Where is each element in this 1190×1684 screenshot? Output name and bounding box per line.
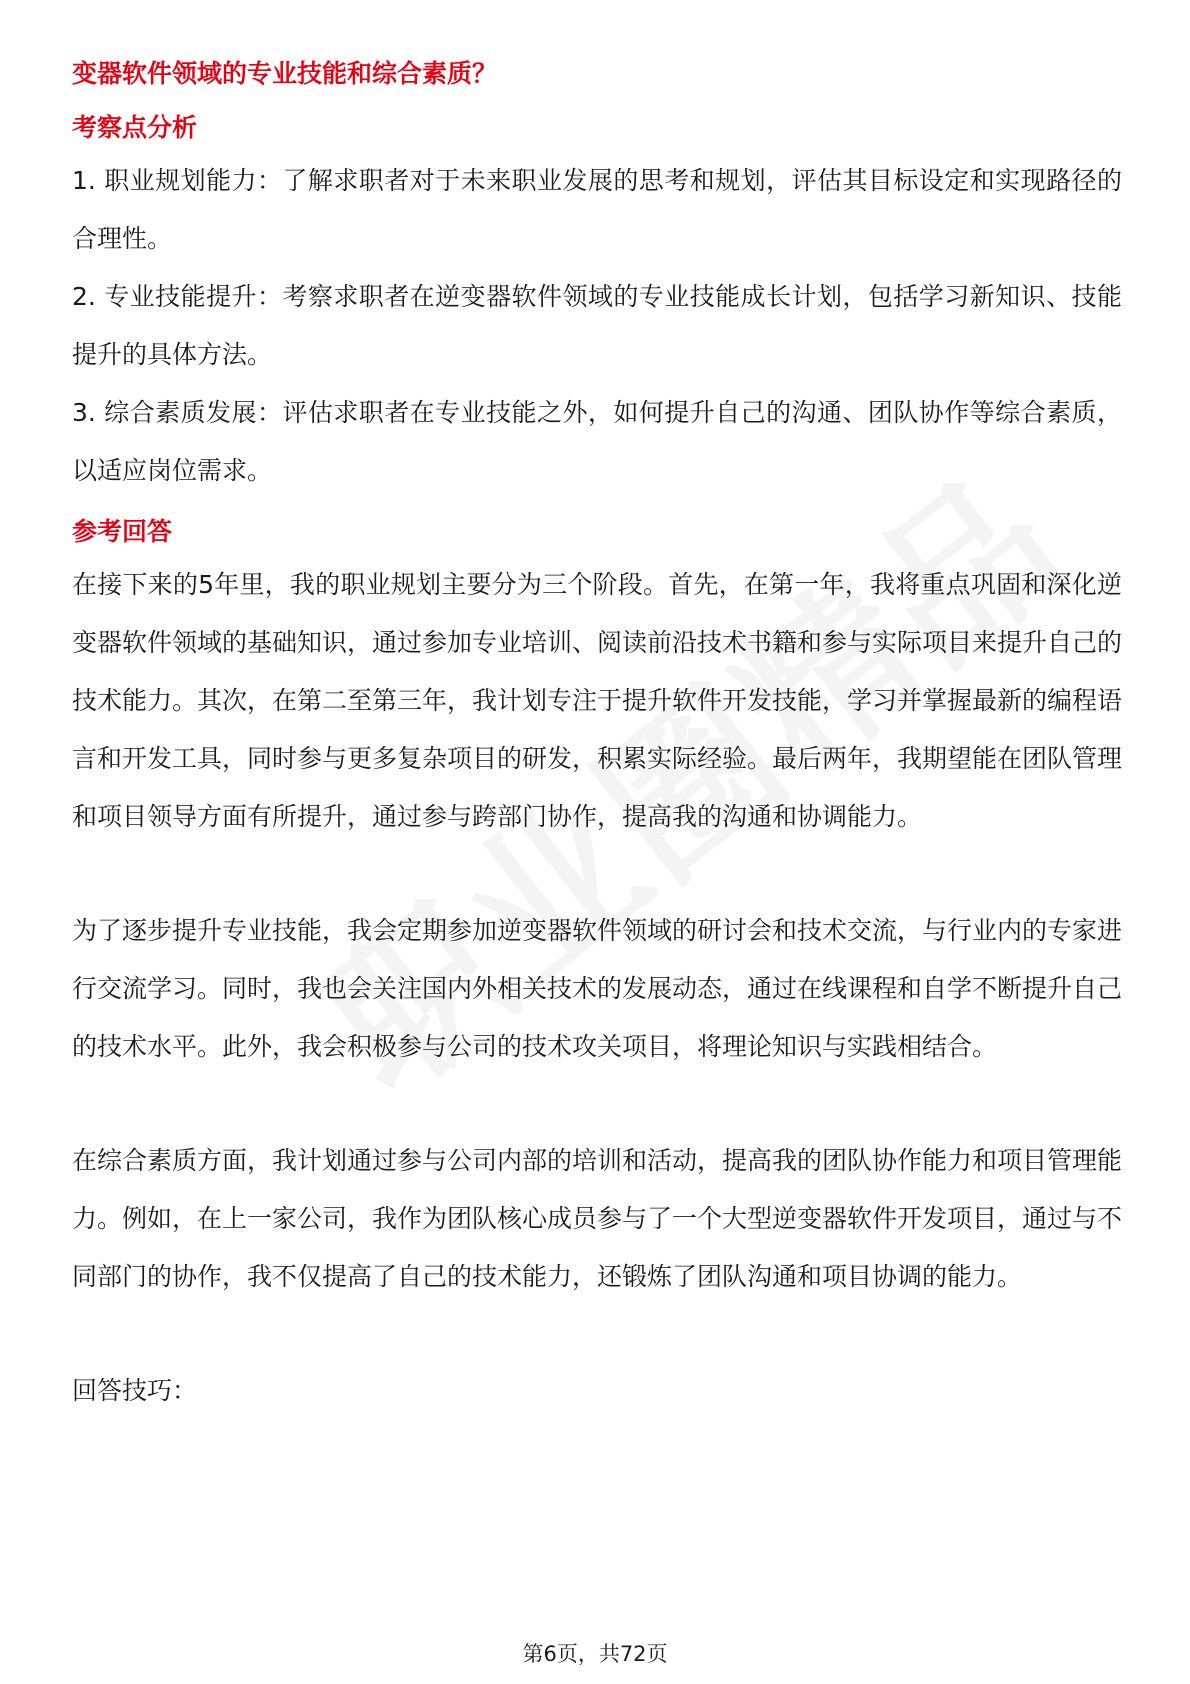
analysis-item-1: 1. 职业规划能力：了解求职者对于未来职业发展的思考和规划，评估其目标设定和实现路径的合理性。 xyxy=(72,166,1122,253)
answer-paragraph-3: 在综合素质方面，我计划通过参与公司内部的培训和活动，提高我的团队协作能力和项目管理能力。例如，在上一家公司，我作为团队核心成员参与了一个大型逆变器软件开发项目，通过与不同部门的协作，我不仅提高了自己的技术能力，还锻炼了团队沟通和项目协调的能力。 xyxy=(72,1146,1123,1291)
analysis-item-2: 2. 专业技能提升：考察求职者在逆变器软件领域的专业技能成长计划，包括学习新知识、技能提升的具体方法。 xyxy=(72,282,1122,369)
analysis-item-3: 3. 综合素质发展：评估求职者在专业技能之外，如何提升自己的沟通、团队协作等综合素质，以适应岗位需求。 xyxy=(72,398,1122,485)
answer-paragraph-1: 在接下来的5年里，我的职业规划主要分为三个阶段。首先，在第一年，我将重点巩固和深化逆变器软件领域的基础知识，通过参加专业培训、阅读前沿技术书籍和参与实际项目来提升自己的技术能力。其次，在第二至第三年，我计划专注于提升软件开发技能，学习并掌握最新的编程语言和开发工具，同时参与更多复杂项目的研发，积累实际经验。最后两年，我期望能在团队管理和项目领导方面有所提升，通过参与跨部门协作，提高我的沟通和协调能力。 xyxy=(72,570,1123,831)
answer-paragraph-2: 为了逐步提升专业技能，我会定期参加逆变器软件领域的研讨会和技术交流，与行业内的专家进行交流学习。同时，我也会关注国内外相关技术的发展动态，通过在线课程和自学不断提升自己的技术水平。此外，我会积极参与公司的技术攻关项目，将理论知识与实践相结合。 xyxy=(72,916,1123,1061)
tips-heading: 回答技巧： xyxy=(72,1376,198,1405)
document-body xyxy=(72,56,1122,1420)
page-number: 第6页，共72页 xyxy=(522,1642,668,1666)
question-title: 变器软件领域的专业技能和综合素质？ xyxy=(72,59,498,88)
analysis-heading: 考察点分析 xyxy=(72,113,198,142)
answer-heading: 参考回答 xyxy=(72,517,173,546)
